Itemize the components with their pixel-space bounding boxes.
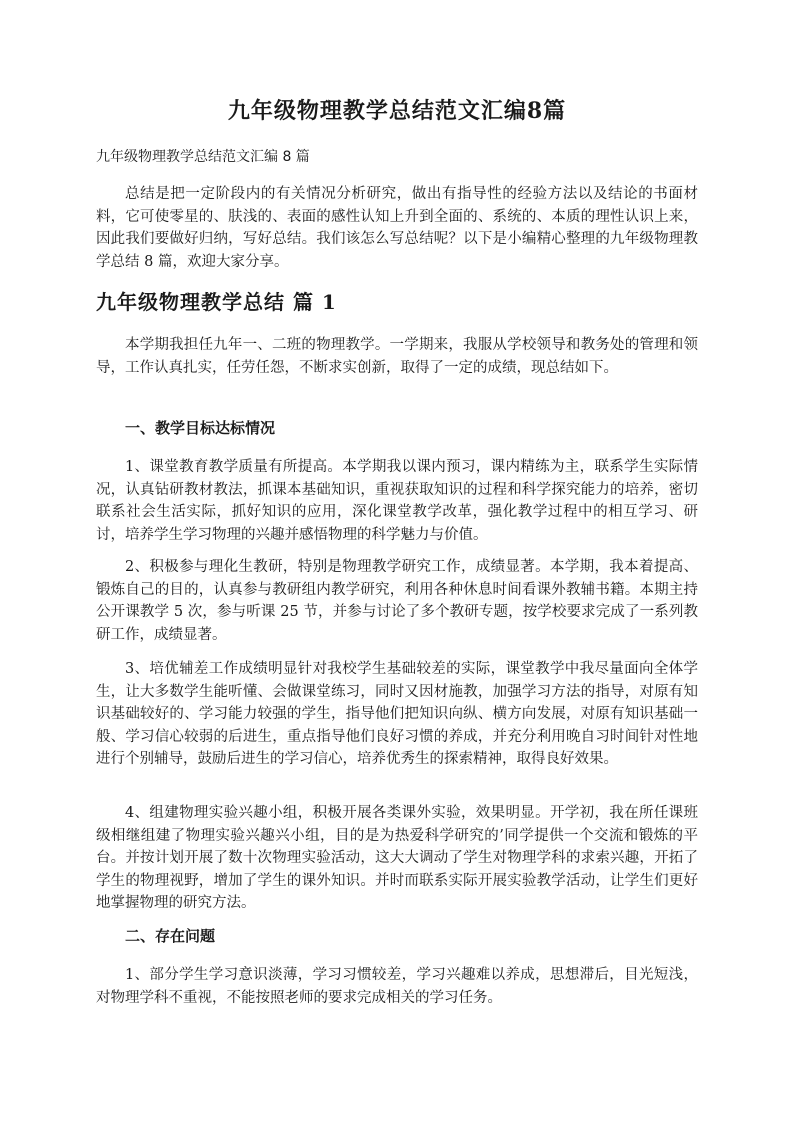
goals-item-1: 1、课堂教育教学质量有所提高。本学期我以课内预习，课内精练为主，联系学生实际情况，认真钻研教材教法，抓课本基础知识，重视获取知识的过程和科学探究能力的培养，密切联系社会生活实际，抓好知识的应用，深化课堂教学改革，强化教学过程中的相互学习、研讨，培养学生学习物理的兴趣并感悟物理的科学魅力与价值。 (96, 459, 698, 543)
part-heading-goals: 一、教学目标达标情况 (125, 419, 276, 437)
goals-item-2: 2、积极参与理化生教研，特别是物理教学研究工作，成绩显著。本学期，我本着提高、锻炼自己的目的，认真参与教研组内教学研究，利用各种休息时间看课外教辅书籍。本期主持公开课教学 5 次，参与听课 25 节，并参与讨论了多个教研专题，按学校要求完成了一系列教研工作，成绩显著。 (96, 559, 698, 643)
document-subtitle: 九年级物理教学总结范文汇编 8 篇 (96, 149, 310, 165)
intro-paragraph: 总结是把一定阶段内的有关情况分析研究，做出有指导性的经验方法以及结论的书面材料，它可使零星的、肤浅的、表面的感性认知上升到全面的、系统的、本质的理性认识上来，因此我们要做好归纳，写好总结。我们该怎么写总结呢？以下是小编精心整理的九年级物理教学总结 8 篇，欢迎大家分享。 (96, 186, 698, 270)
part-heading-problems: 二、存在问题 (125, 927, 216, 945)
section-heading: 九年级物理教学总结 篇 1 (96, 290, 337, 314)
goals-item-4: 4、组建物理实验兴趣小组，积极开展各类课外实验，效果明显。开学初，我在所任课班级相继组建了物理实验兴趣兴小组，目的是为热爱科学研究的’同学提供一个交流和锻炼的平台。并按计划开展了数十次物理实验活动，这大大调动了学生对物理学科的求索兴趣，开拓了学生的物理视野，增加了学生的课外知识。并时而联系实际开展实验教学活动，让学生们更好地掌握物理的研究方法。 (96, 805, 698, 911)
goals-item-3: 3、培优辅差工作成绩明显针对我校学生基础较差的实际，课堂教学中我尽量面向全体学生，让大多数学生能听懂、会做课堂练习，同时又因材施教，加强学习方法的指导，对原有知识基础较好的、学习能力较强的学生，指导他们把知识向纵、横方向发展，对原有知识基础一般、学习信心较弱的后进生，重点指导他们良好习惯的养成，并充分利用晚自习时间针对性地进行个别辅导，鼓励后进生的学习信心，培养优秀生的探索精神，取得良好效果。 (96, 661, 698, 767)
problems-item-1: 1、部分学生学习意识淡薄，学习习惯较差，学习兴趣难以养成，思想滞后，目光短浅，对物理学科不重视，不能按照老师的要求完成相关的学习任务。 (96, 967, 698, 1006)
document-title: 九年级物理教学总结范文汇编8篇 (227, 98, 567, 124)
section-intro-paragraph: 本学期我担任九年一、二班的物理教学。一学期来，我服从学校领导和教务处的管理和领导，工作认真扎实，任劳任怨，不断求实创新，取得了一定的成绩，现总结如下。 (96, 337, 698, 376)
